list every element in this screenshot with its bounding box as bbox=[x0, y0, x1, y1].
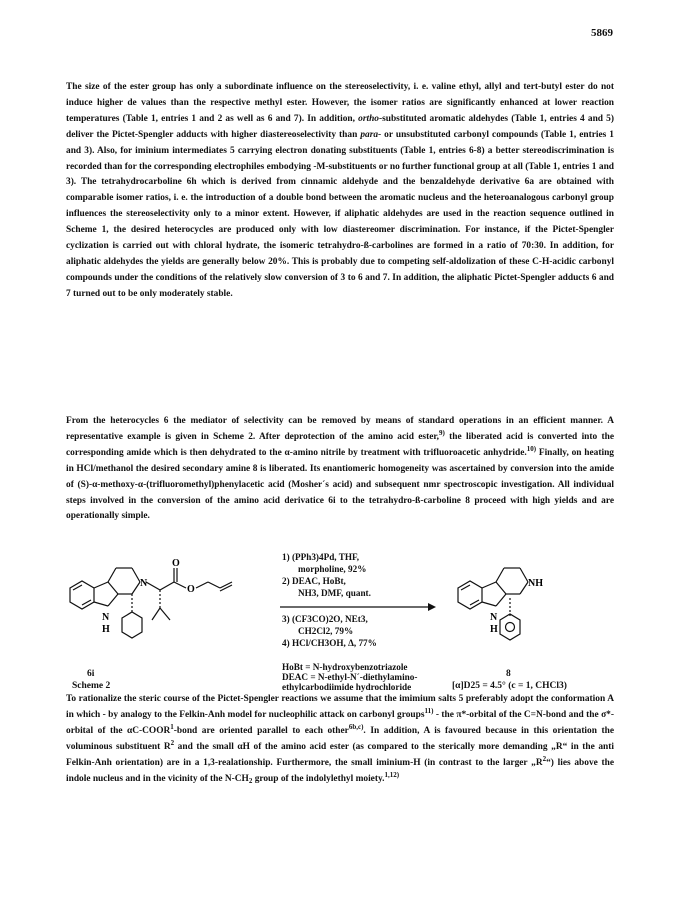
abbreviation-deac-cont: ethylcarbodiimide hydrochloride bbox=[282, 682, 412, 692]
page-number: 5869 bbox=[591, 27, 613, 39]
compound-8-structure bbox=[448, 558, 578, 668]
optical-rotation: [α]D25 = 4.5° (c = 1, CHCl3) bbox=[452, 681, 567, 691]
scheme-caption: Scheme 2 bbox=[72, 681, 111, 691]
condition-3: 3) (CF3CO)2O, NEt3, bbox=[282, 614, 368, 624]
atom-carbonyl-o: O bbox=[172, 558, 180, 569]
scheme-2 bbox=[0, 550, 675, 690]
start-compound-label: 6i bbox=[87, 669, 95, 679]
atom-product-indole-n: N bbox=[490, 612, 498, 623]
paragraph-1: The size of the ester group has only a subordinate influence on the stereoselectivity, i. e. valine ethyl, allyl and tert-butyl ester do not induce higher de values than the respective methyl ester. However, the isomer ratios are significantly enhanced at lower reaction temperatures (Table 1, entries 1 and 2 as well as 6 and 7). In addition, ortho-substituted aromatic aldehydes (Table 1, entries 4 and 5) deliver the Pictet-Spengler adducts with higher diastereoselectivity than para- or unsubstituted carbonyl compounds (Table 1, entries 1 and 3). Also, for iminium intermediates 5 carrying electron donating substituents (Table 1, entries 6-8) a better stereodiscrimination is recorded than for the corresponding electrophiles embodying -M-substituents or no further functional group at all (Table 1, entries 1 and 3). The tetrahydrocarboline 6h which is derived from cinnamic aldehyde and the benzaldehyde derivative 6a are obtained with comparable isomer ratios, i. e. the introduction of a double bond between the aromatic nucleus and the heteroanalogous carbonyl group influences the stereoselectivity only to a minor extent. However, if aliphatic aldehydes are used in the reaction sequence outlined in Scheme 1, the desired heterocycles are produced only with low diastereomer discrimination. For instance, if the Pictet-Spengler cyclization is carried out with chloral hydrate, the isomeric tetrahydro-ß-carbolines are formed in a ratio of 70:30. In addition, for aliphatic aldehydes the yields are generally below 20%. This is probably due to competing self-aldolization of these C-H-acidic carbonyl compounds under the conditions of the relatively slow conversion of 3 to 6 and 7. In addition, the aliphatic Pictet-Spengler adducts 6 and 7 turned out to be only moderately stable. bbox=[66, 82, 614, 299]
condition-2b: NH3, DMF, quant. bbox=[298, 588, 371, 598]
condition-2: 2) DEAC, HoBt, bbox=[282, 576, 346, 586]
atom-indole-h: H bbox=[102, 624, 110, 635]
atom-piperidine-n: N bbox=[140, 578, 148, 589]
abbreviation-deac: DEAC = N-ethyl-N´-diethylamino- bbox=[282, 672, 418, 682]
atom-product-indole-h: H bbox=[490, 624, 498, 635]
condition-3b: CH2Cl2, 79% bbox=[298, 626, 354, 636]
abbreviation-hobt: HoBt = N-hydroxybenzotriazole bbox=[282, 662, 408, 672]
atom-indole-n: N bbox=[102, 612, 110, 623]
condition-4: 4) HCl/CH3OH, Δ, 77% bbox=[282, 638, 377, 648]
atom-product-nh: NH bbox=[528, 578, 543, 589]
paragraph-2: From the heterocycles 6 the mediator of selectivity can be removed by means of standard operations in an efficient manner. A representative example is given in Scheme 2. After deprotection of the amino acid ester,$^{9)}$ the liberated acid is converted into the corresponding amide which is then dehydrated to the α-amino nitrile by treatment with trifluoroacetic anhydride.$^{10)}$ Finally, on heating in HCl/methanol the desired secondary amine 8 is liberated. Its enantiomeric homogeneity was ascertained by conversion into the amide of (S)-α-methoxy-α-(trifluoromethyl)phenylacetic acid (Mosher´s acid) and subsequent nmr spectroscopic investigation. All individual steps involved in the conversion of the amino acid derivatice 6i to the tetrahydro-ß-carboline 8 proceed with high yields and are operationally simple. bbox=[66, 416, 614, 522]
product-compound-label: 8 bbox=[506, 669, 511, 679]
atom-ester-o: O bbox=[187, 584, 195, 595]
paragraph-3: To rationalize the steric course of the Pictet-Spengler reactions we assume that the imimium salts 5 preferably adopt the conformation A in which - by analogy to the Felkin-Anh model for nucleophilic attack on carbonyl groups$^{11)}$ - the π*-orbital of the C=N-bond and the σ*-orbital of the αC-COOR$^1$-bond are oriented parallel to each other$^{6b,c)}$. In addition, A is favoured because in this orientation the voluminous substituent $R^2$ and the small αH of the amino acid ester (as compared to the sterically more demanding „R“ in the anti Felkin-Anh orientation) are in a 1,3-realationship. Furthermore, the small iminium-H (in contrast to the larger $„R^2“$) lies above the indole nucleus and in the vicinity of the $N-CH_2$ group of the indolylethyl moiety.$^{1,12)}$ bbox=[66, 694, 614, 785]
condition-1b: morpholine, 92% bbox=[298, 564, 367, 574]
reaction-arrow bbox=[278, 601, 438, 613]
condition-1: 1) (PPh3)4Pd, THF, bbox=[282, 552, 360, 562]
